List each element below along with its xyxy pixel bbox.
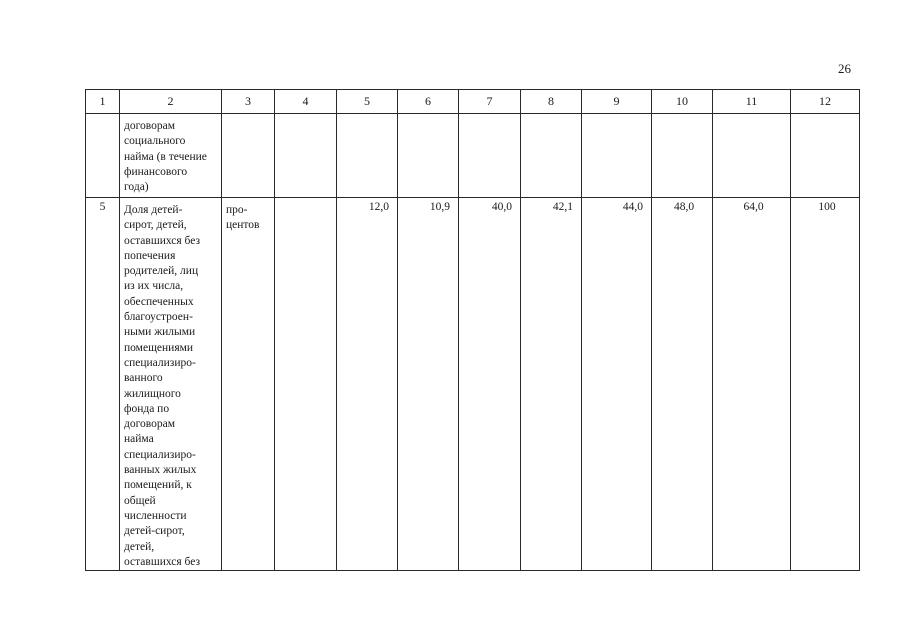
header-cell-11: 11 — [713, 90, 791, 114]
header-cell-10: 10 — [652, 90, 713, 114]
value-col-7: 40,0 — [491, 201, 512, 213]
unit-label: про- центов — [226, 204, 260, 232]
value-col-6: 10,9 — [429, 201, 450, 213]
value-col-5: 12,0 — [368, 201, 389, 213]
header-cell-12: 12 — [791, 90, 860, 114]
indicator-text-continuation — [120, 114, 222, 198]
cell-empty — [582, 114, 652, 198]
indicator-text: договорам социального найма (в течение финансового года) — [124, 120, 207, 194]
value-col-10: 48,0 — [673, 201, 695, 213]
value-cell-10 — [652, 198, 713, 571]
table-row-5 — [86, 198, 860, 571]
cell-empty — [652, 114, 713, 198]
value-col-9: 44,0 — [622, 201, 643, 213]
header-cell-6: 6 — [398, 90, 459, 114]
cell-empty — [713, 114, 791, 198]
value-cell-6 — [398, 198, 459, 571]
header-cell-9: 9 — [582, 90, 652, 114]
header-cell-7: 7 — [459, 90, 521, 114]
value-col-11: 64,0 — [743, 201, 764, 213]
value-cell-12 — [791, 198, 860, 571]
value-col-8: 42,1 — [552, 201, 573, 213]
table-row-continuation — [86, 114, 860, 198]
cell-empty — [222, 114, 275, 198]
indicator-name-cell — [120, 198, 222, 571]
cell-empty — [521, 114, 582, 198]
value-cell-11 — [713, 198, 791, 571]
header-cell-2: 2 — [120, 90, 222, 114]
value-col-12: 100 — [818, 201, 836, 213]
page-number: 26 — [838, 61, 851, 76]
header-cell-8: 8 — [521, 90, 582, 114]
cell-empty — [337, 114, 398, 198]
indicator-table — [85, 89, 860, 571]
header-cell-5: 5 — [337, 90, 398, 114]
row-index: 5 — [99, 201, 106, 213]
cell-empty — [275, 114, 337, 198]
cell-empty — [459, 114, 521, 198]
header-cell-3: 3 — [222, 90, 275, 114]
value-cell-5 — [337, 198, 398, 571]
unit-cell — [222, 198, 275, 571]
cell-empty — [791, 114, 860, 198]
value-col-4 — [275, 198, 336, 201]
cell-empty — [398, 114, 459, 198]
header-cell-4: 4 — [275, 90, 337, 114]
indicator-name: Доля детей- сирот, детей, оставшихся без попечения родителей, лиц из их числа, обеспеченных благоустроен- ными жилыми помещениями специализиро- ванного жилищного фонда по договорам найма специализиро- ванных жилых помещений, к общей численности детей-сирот, детей, оставшихся без — [124, 204, 201, 568]
header-cell-1: 1 — [86, 90, 120, 114]
table-header-row — [86, 90, 860, 114]
value-cell-8 — [521, 198, 582, 571]
value-cell-9 — [582, 198, 652, 571]
value-cell-7 — [459, 198, 521, 571]
cell-empty — [86, 114, 120, 198]
value-cell-4 — [275, 198, 337, 571]
row-index-cell — [86, 198, 120, 571]
